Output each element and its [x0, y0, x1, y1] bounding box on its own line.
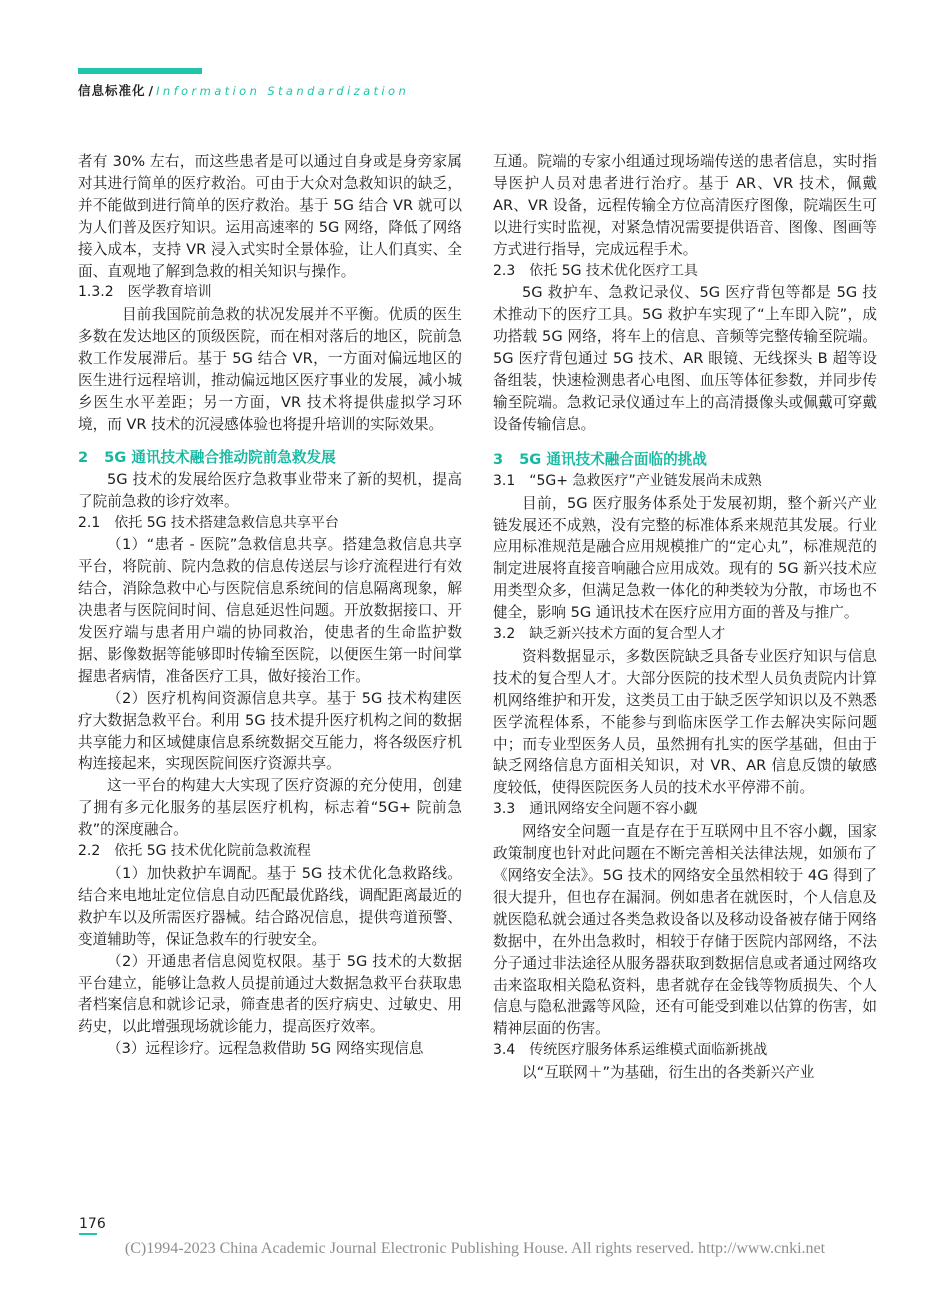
- section-title: 5G 通讯技术融合推动院前急救发展: [104, 448, 336, 466]
- subsection-heading-3-1: 3.1 “5G+ 急救医疗”产业链发展尚未成熟: [493, 472, 762, 489]
- section-number: 2: [78, 448, 89, 466]
- subsection-heading-3-2: 3.2 缺乏新兴技术方面的复合型人才: [493, 626, 726, 643]
- subsection-heading-3-3: 3.3 通讯网络安全问题不容小觑: [493, 801, 698, 818]
- header-accent-bar: [78, 68, 202, 74]
- section-number: 3: [493, 450, 504, 468]
- subsection-heading-2-1: 2.1 依托 5G 技术搭建急救信息共享平台: [78, 514, 339, 531]
- paragraph: 目前，5G 医疗服务体系处于发展初期，整个新兴产业链发展还不成熟，没有完整的标准体系来规范其发展。行业应用标准规范是融合应用规模推广的“定心丸”，标准规范的制定进展将直接音响融合应用成效。现有的 5G 新兴技术应用类型众多，但满足急救一体化的种类较为分散，市场也不健全，影响 5G 通讯技术在医疗应用方面的普及与推广。: [493, 494, 877, 622]
- running-header: [78, 81, 409, 99]
- paragraph: （2）开通患者信息阅览权限。基于 5G 技术的大数据平台建立，能够让急救人员提前通过大数据急救平台获取患者档案信息和就诊记录，筛查患者的医疗病史、过敏史、用药史，以此增强现场就诊能力，提高医疗效率。: [78, 952, 462, 1036]
- paragraph: 互通。院端的专家小组通过现场端传送的患者信息，实时指导医护人员对患者进行治疗。基于 AR、VR 技术，佩戴 AR、VR 设备，远程传输全方位高清医疗图像，院端医生可以进行实时监视，对紧急情况需要提供语音、图像、图画等方式进行指导，完成远程手术。: [493, 153, 877, 258]
- journal-title-cn: 信息标准化: [78, 83, 146, 98]
- paragraph: （1）“患者 - 医院”急救信息共享。搭建急救信息共享平台，将院前、院内急救的信息传送层与诊疗流程进行有效结合，消除急救中心与医院信息系统间的信息隔离现象，解决患者与医院间时间、信息延迟性问题。开放数据接口、开发医疗端与患者用户端的协同救治，使患者的生命监护数据、影像数据等能够即时传输至医院，以便医生第一时间掌握患者病情，准备医疗工具，做好接治工作。: [78, 536, 462, 685]
- header-separator: /: [148, 83, 154, 98]
- paragraph: 网络安全问题一直是存在于互联网中且不容小觑，国家政策制度也针对此问题在不断完善相关法律法规，如颁布了《网络安全法》。5G 技术的网络安全虽然相较于 4G 得到了很大提升，但也存在漏洞。例如患者在就医时，个人信息及就医隐私就会通过各类急救设备以及移动设备被存储于网络数据中，在外出急救时，相较于存储于医院内部网络，不法分子通过非法途径从服务器获取到数据信息或者通过网络攻击来盗取相关隐私资料，患者就存在金钱等物质损失、个人信息与隐私泄露等风险，还有可能受到难以估算的伤害，如精神层面的伤害。: [493, 823, 877, 1038]
- subsection-heading-2-2: 2.2 依托 5G 技术优化院前急救流程: [78, 843, 311, 860]
- paragraph: 资料数据显示，多数医院缺乏具备专业医疗知识与信息技术的复合型人才。大部分医院的技术型人员负责院内计算机网络维护和开发，这类员工由于缺乏医学知识以及不熟悉医学流程体系，不能参与到临床医学工作去解决实际问题中；而专业型医务人员，虽然拥有扎实的医学基础，但由于缺乏网络信息方面相关知识，对 VR、AR 信息反馈的敏感度较低，使得医院医务人员的技术水平停滞不前。: [493, 647, 877, 797]
- section-heading-2: [78, 447, 462, 469]
- right-column: [493, 151, 877, 1084]
- paragraph: （2）医疗机构间资源信息共享。基于 5G 技术构建医疗大数据急救平台。利用 5G 技术提升医疗机构之间的数据共享能力和区域健康信息系统数据交互能力，将各级医疗机构连接起来，实现医院间医疗资源共享。: [78, 689, 462, 773]
- section-heading-3: [493, 449, 877, 471]
- journal-title-en: Information Standardization: [156, 84, 410, 98]
- paragraph: 5G 救护车、急救记录仪、5G 医疗背包等都是 5G 技术推动下的医疗工具。5G 救护车实现了“上车即入院”，成功搭载 5G 网络，将车上的信息、音频等完整传输至院端。5G 医疗背包通过 5G 技术、AR 眼镜、无线探头 B 超等设备组装，快速检测患者心电图、血压等体征参数，并同步传输至院端。急救记录仪通过车上的高清摄像头或佩戴可穿戴设备传输信息。: [493, 284, 877, 433]
- paragraph: （3）远程诊疗。远程急救借助 5G 网络实现信息: [107, 1040, 424, 1058]
- paragraph: 5G 技术的发展给医疗急救事业带来了新的契机，提高了院前急救的诊疗效率。: [78, 470, 462, 510]
- subsection-heading-3-4: 3.4 传统医疗服务体系运维模式面临新挑战: [493, 1042, 768, 1059]
- section-title: 5G 通讯技术融合面临的挑战: [519, 450, 707, 468]
- paragraph: 者有 30% 左右，而这些患者是可以通过自身或是身旁家属对其进行简单的医疗救治。可由于大众对急救知识的缺乏，并不能做到进行简单的医疗救治。基于 5G 结合 VR 就可以为人们普及医疗知识。运用高速率的 5G 网络，降低了网络接入成本，支持 VR 浸入式实时全景体验，让人们真实、全面、直观地了解到急救的相关知识与操作。: [78, 153, 462, 280]
- subsection-heading-2-3: 2.3 依托 5G 技术优化医疗工具: [493, 262, 698, 279]
- paragraph: 目前我国院前急救的状况发展并不平衡。优质的医生多数在发达地区的顶级医院，而在相对落后的地区，院前急救工作发展滞后。基于 5G 结合 VR，一方面对偏远地区的医生进行远程培训，推动偏远地区医疗事业的发展，减小城乡医生水平差距；另一方面，VR 技术将提供虚拟学习环境，而 VR 技术的沉浸感体验也将提升培训的实际效果。: [78, 306, 462, 433]
- paragraph: （1）加快救护车调配。基于 5G 技术优化急救路线。结合来电地址定位信息自动匹配最优路线，调配距离最近的救护车以及所需医疗器械。结合路况信息，提供弯道预警、变道辅助等，保证急救车的行驶安全。: [78, 865, 462, 948]
- left-column: [78, 151, 462, 1060]
- paragraph: 这一平台的构建大大实现了医疗资源的充分使用，创建了拥有多元化服务的基层医疗机构，标志着“5G+ 院前急救”的深度融合。: [78, 777, 462, 839]
- paragraph: 以“互联网＋”为基础，衍生出的各类新兴产业: [522, 1064, 815, 1082]
- subsection-heading-1-3-2: 1.3.2 医学教育培训: [78, 284, 212, 301]
- page-number-rule: [79, 1233, 97, 1235]
- page-number: 176: [79, 1216, 106, 1232]
- copyright-footer: (C)1994-2023 China Academic Journal Electronic Publishing House. All rights reserved. http://www.cnki.net: [124, 1240, 826, 1257]
